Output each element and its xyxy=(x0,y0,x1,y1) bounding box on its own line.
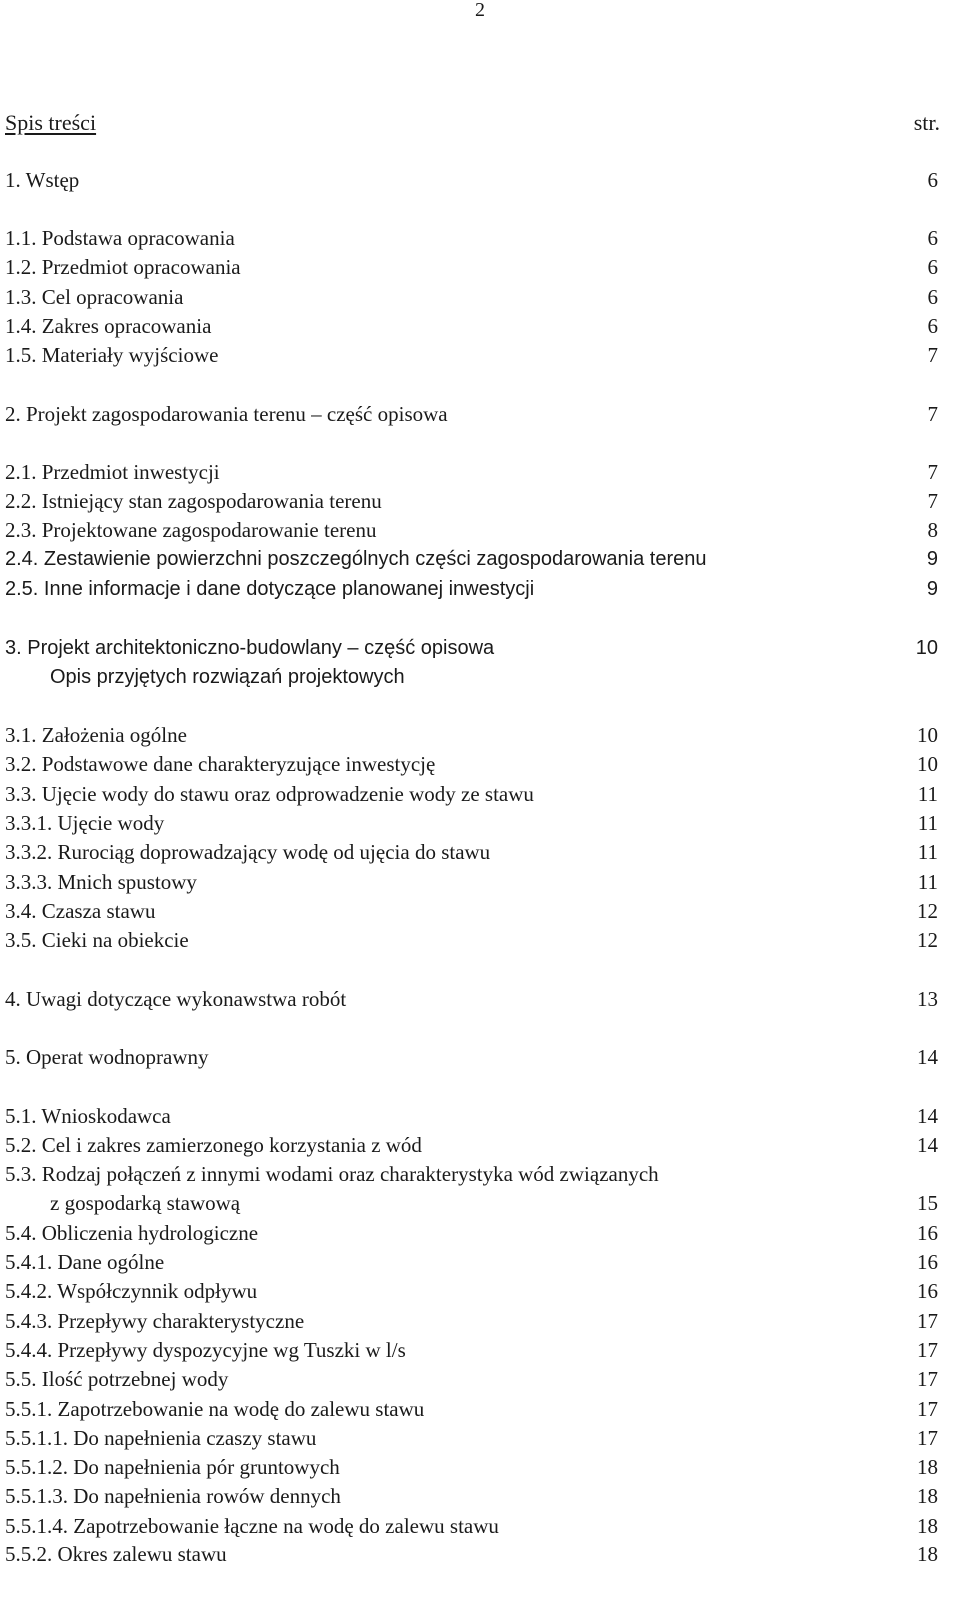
toc-entry-page: 12 xyxy=(917,928,938,952)
toc-entry-page: 7 xyxy=(927,460,938,484)
toc-entry-label: 3.3. Ujęcie wody do stawu oraz odprowadzenie wody ze stawu xyxy=(5,782,534,806)
toc-entry-page: 17 xyxy=(917,1338,938,1362)
toc-entry-label: 5.4. Obliczenia hydrologiczne xyxy=(5,1221,259,1245)
toc-entry-page: 16 xyxy=(917,1279,938,1303)
toc-entry xyxy=(5,1248,938,1277)
toc-entry xyxy=(5,1424,938,1453)
toc-entry-label: 2.1. Przedmiot inwestycji xyxy=(5,460,220,484)
toc-entry-label: z gospodarką stawową xyxy=(50,1191,241,1215)
toc-entry-page: 17 xyxy=(917,1367,938,1391)
toc-entry xyxy=(5,575,938,604)
toc-entry-label: 3.4. Czasza stawu xyxy=(5,899,156,923)
toc-entry xyxy=(5,1189,938,1218)
toc-entry-page: 17 xyxy=(917,1309,938,1333)
toc-entry xyxy=(5,1131,938,1160)
toc-entry-label: 3.3.2. Rurociąg doprowadzający wodę od ujęcia do stawu xyxy=(5,840,491,864)
toc-entry-label: 3. Projekt architektoniczno-budowlany – część opisowa xyxy=(5,637,495,659)
toc-entry-label: 2.4. Zestawienie powierzchni poszczególnych części zagospodarowania terenu xyxy=(5,548,707,570)
toc-entry-page: 11 xyxy=(917,782,938,806)
toc-entry xyxy=(5,253,938,282)
toc-entry xyxy=(5,341,938,370)
toc-entry xyxy=(5,1482,938,1511)
toc-entry xyxy=(5,750,938,779)
toc-entry xyxy=(5,985,938,1014)
toc-entry-page: 6 xyxy=(927,285,938,309)
toc-entry-page: 6 xyxy=(927,314,938,338)
toc-entry-page: 14 xyxy=(917,1104,938,1128)
toc-entry-label: 3.5. Cieki na obiekcie xyxy=(5,928,189,952)
toc-entry xyxy=(5,1512,938,1541)
toc-entry-page: 6 xyxy=(927,226,938,250)
toc-entry-page: 13 xyxy=(917,987,938,1011)
toc-entry-label: 5.5. Ilość potrzebnej wody xyxy=(5,1367,229,1391)
toc-entry xyxy=(5,809,938,838)
toc-entry-page: 16 xyxy=(917,1221,938,1245)
toc-entry-page: 9 xyxy=(926,548,938,570)
toc-entry xyxy=(5,283,938,312)
toc-entry xyxy=(5,1219,938,1248)
toc-entry-label: Opis przyjętych rozwiązań projektowych xyxy=(50,666,405,688)
toc-entry xyxy=(5,1043,938,1072)
toc-entry-label: 3.3.3. Mnich spustowy xyxy=(5,870,197,894)
toc-entry-label: 2.3. Projektowane zagospodarowanie terenu xyxy=(5,518,377,542)
toc-title: Spis treści xyxy=(5,110,97,135)
toc-entry-page: 14 xyxy=(917,1133,938,1157)
toc-entry-label: 1.3. Cel opracowania xyxy=(5,285,184,309)
toc-entry xyxy=(5,1540,938,1569)
toc-entry-page: 7 xyxy=(927,402,938,426)
toc-page-column-header: str. xyxy=(913,110,940,135)
toc-entry xyxy=(5,312,938,341)
toc-entry-label: 1. Wstęp xyxy=(5,168,80,192)
toc-entry xyxy=(5,1336,938,1365)
toc-entry xyxy=(5,400,938,429)
toc-entry xyxy=(5,1453,938,1482)
toc-entry xyxy=(5,1277,938,1306)
toc-entry-label: 1.2. Przedmiot opracowania xyxy=(5,255,241,279)
toc-entry xyxy=(5,838,938,867)
toc-entry xyxy=(5,1307,938,1336)
toc-entry-page: 10 xyxy=(917,723,938,747)
toc-entry-label: 2.5. Inne informacje i dane dotyczące planowanej inwestycji xyxy=(5,578,535,600)
toc-entry xyxy=(5,868,938,897)
toc-entry-label: 5.4.4. Przepływy dyspozycyjne wg Tuszki w l/s xyxy=(5,1338,406,1362)
toc-entry-label: 1.5. Materiały wyjściowe xyxy=(5,343,219,367)
toc-entry-page: 16 xyxy=(917,1250,938,1274)
toc-entry-page: 7 xyxy=(927,489,938,513)
toc-entry-page: 18 xyxy=(917,1542,938,1566)
toc-entry xyxy=(5,897,938,926)
toc-entry-page: 6 xyxy=(927,255,938,279)
toc-entry xyxy=(5,663,938,692)
toc-entry xyxy=(5,721,938,750)
toc-entry-label: 3.3.1. Ujęcie wody xyxy=(5,811,165,835)
toc-entry xyxy=(5,458,938,487)
toc-entry-page: 10 xyxy=(915,637,938,659)
toc-entry-page: 11 xyxy=(917,840,938,864)
toc-entry-label: 5.4.3. Przepływy charakterystyczne xyxy=(5,1309,305,1333)
toc-entry xyxy=(5,516,938,545)
toc-entry-page: 12 xyxy=(917,899,938,923)
toc-entry xyxy=(5,1395,938,1424)
toc-entry-label: 5.3. Rodzaj połączeń z innymi wodami oraz charakterystyka wód związanych xyxy=(5,1162,659,1186)
toc-entry xyxy=(5,634,938,663)
toc-entry xyxy=(5,166,938,195)
toc-entry-label: 5.1. Wnioskodawca xyxy=(5,1104,171,1128)
toc-entry-page: 18 xyxy=(917,1455,938,1479)
toc-entry-label: 5.5.1.2. Do napełnienia pór gruntowych xyxy=(5,1455,340,1479)
toc-entry-label: 2.2. Istniejący stan zagospodarowania terenu xyxy=(5,489,382,513)
toc-entry-label: 1.1. Podstawa opracowania xyxy=(5,226,235,250)
toc-entry-page: 17 xyxy=(917,1426,938,1450)
toc-entry-page: 10 xyxy=(917,752,938,776)
toc-entry-page: 15 xyxy=(917,1191,938,1215)
toc-entry-page: 14 xyxy=(917,1045,938,1069)
toc-entry-label: 5.5.1. Zapotrzebowanie na wodę do zalewu stawu xyxy=(5,1397,425,1421)
toc-entry-page: 7 xyxy=(927,343,938,367)
toc-entry-page: 11 xyxy=(917,870,938,894)
toc-entry-label: 5.5.2. Okres zalewu stawu xyxy=(5,1542,227,1566)
toc-entry-page: 18 xyxy=(917,1484,938,1508)
toc-entry xyxy=(5,224,938,253)
toc-entry-label: 2. Projekt zagospodarowania terenu – część opisowa xyxy=(5,402,448,426)
toc-entry xyxy=(5,1102,938,1131)
toc-entry-label: 3.2. Podstawowe dane charakteryzujące inwestycję xyxy=(5,752,436,776)
toc-entry-page: 17 xyxy=(917,1397,938,1421)
toc-entry xyxy=(5,487,938,516)
toc-entry xyxy=(5,1365,938,1394)
toc-entry-label: 5.4.1. Dane ogólne xyxy=(5,1250,165,1274)
toc-entry-label: 1.4. Zakres opracowania xyxy=(5,314,212,338)
toc-entry xyxy=(5,780,938,809)
toc-entry-label: 4. Uwagi dotyczące wykonawstwa robót xyxy=(5,987,347,1011)
toc-entry-label: 5.2. Cel i zakres zamierzonego korzystania z wód xyxy=(5,1133,422,1157)
toc-entry-label: 5.4.2. Współczynnik odpływu xyxy=(5,1279,258,1303)
toc-entry xyxy=(5,926,938,955)
toc-entry-page: 6 xyxy=(927,168,938,192)
toc-entry-page: 9 xyxy=(926,578,938,600)
toc-entry-label: 5. Operat wodnoprawny xyxy=(5,1045,209,1069)
toc-entry-page: 11 xyxy=(917,811,938,835)
toc-entry-page: 18 xyxy=(917,1514,938,1538)
toc-entry-label: 5.5.1.3. Do napełnienia rowów dennych xyxy=(5,1484,341,1508)
toc-entry xyxy=(5,1160,938,1189)
toc-entry-label: 3.1. Założenia ogólne xyxy=(5,723,187,747)
toc-entry-label: 5.5.1.4. Zapotrzebowanie łączne na wodę do zalewu stawu xyxy=(5,1514,499,1538)
toc-entry-label: 5.5.1.1. Do napełnienia czaszy stawu xyxy=(5,1426,317,1450)
toc-entry xyxy=(5,545,938,574)
page-number: 2 xyxy=(475,0,485,21)
toc-entry-page: 8 xyxy=(927,518,938,542)
